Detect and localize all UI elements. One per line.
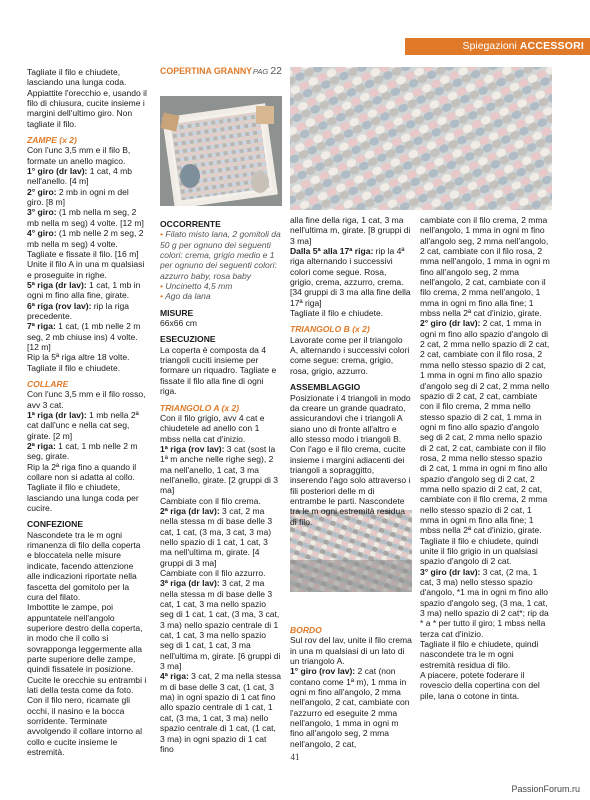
instruction-row [420, 567, 550, 639]
instruction-row [27, 321, 147, 352]
row-text: 2 cat, 1 mma in ogni m fino allo spazio d'angolo di 2 cat, 2 mma nello spazio di 2 cat, 2 cat, cambiate con il filo rosa, 2 mma nello stesso spazio di 2 cat, 1 mma in ogni m fino allo spazio d'angolo seg di 2 cat, 2 mma nello spazio di 2 cat, 2 cat, cambiate con il filo crema, 2 mma nello stesso spazio di 2 cat, 1 mma in ogni m fino allo spazio d'angolo seg di 2 cat, 2 mma nello spazio di 2 cat, 2 cat, cambiate con il filo rosa, 2 mma nello stesso spazio di 2 cat, 1 mma in ogni m fino allo spazio d'angolo seg di 2 cat, 2 mma nello spazio di 2 cat, 2 cat, cambiate con il filo crema, 2 mma nello stesso spazio di 2 cat, 1 mma in ogni m fino alla fine; 1 mbss nella 2ª cat d'inizio, girate. [420, 318, 550, 536]
materials-text: Ago da lana [165, 291, 211, 302]
section-label: Spiegazioni [462, 40, 517, 52]
instruction-row [27, 228, 147, 259]
row-label: 5ª riga (dr lav): [27, 279, 87, 290]
row-label: 3ª riga (dr lav): [160, 578, 220, 589]
row-text: (1 mb nelle 2 m seg, 2 mb nella m seg) 4 volte. Tagliate e fissate il filo. [16 m] [27, 228, 144, 259]
paragraph: Posizionate i 4 triangoli in modo da creare un grande quadrato, assicurandovi che i triangoli A siano uno di fronte all'altro e allo stesso modo i triangoli B. Con l'ago e il filo crema, cucite insieme i margini adiacenti dei triangoli a sopraggitto, inserendo l'ago solo attraverso i fili posteriori delle m di entrambe le parti. Nascondete tra le m ogni estremità residua di filo. [290, 392, 411, 527]
paragraph: Unite il filo A in una m qualsiasi e proseguite in righe. [27, 259, 145, 280]
section-heading: ZAMPE (x 2) [27, 135, 77, 146]
column-3 [290, 215, 412, 749]
row-text: 2 mb in ogni m del giro. [8 m] [27, 186, 129, 208]
paragraph: Tagliate il filo e chiudete, quindi unite il filo grigio in un qualsiasi spazio d'angolo di 2 cat. [420, 535, 539, 567]
instruction-row [27, 187, 147, 208]
paragraph: La coperta è composta da 4 triangoli cuciti insieme per formare un riquadro. Tagliate e fissate il filo alla fine di ogni riga. [160, 344, 277, 397]
paragraph: Tagliate il filo e chiudete, lasciando una lunga coda per cucire. [27, 482, 139, 514]
pattern-title: COPERTINA GRANNY [160, 66, 253, 76]
paragraph: Tagliate il filo e chiudete, lasciando una lunga coda. [27, 67, 127, 88]
column-2-body [160, 213, 282, 754]
bullet-icon: • [160, 291, 166, 302]
row-text: 3 cat (sost la 1ª m anche nelle righe seg), 2 ma nell'anello, 1 cat, 3 ma nell'anello, girate. [2 gruppi di 3 ma] [160, 443, 279, 496]
paragraph: Cambiate con il filo azzurro. [160, 568, 266, 578]
instruction-row [420, 318, 550, 535]
section-heading: COLLARE [27, 378, 69, 389]
row-label: 1° giro (rov lav): [290, 666, 356, 677]
row-text: 3 cat, 2 ma nella stessa m di base delle 3 cat, 1 cat, 3 ma nello spazio seg di 1 cat, 1 cat, (3 ma, 3 cat, 3 ma) nello spazio centrale di 1 cat, 1 cat, 3 ma nello spazio seg di 1 cat, 1 cat, 3 ma nell'ultima m, girate. [6 gruppi di 3 ma] [160, 578, 281, 672]
paragraph: A piacere, potete foderare il rovescio della copertina con del pile, lana o cotone in tinta. [420, 670, 540, 701]
instruction-row [27, 410, 147, 441]
instruction-row [160, 444, 282, 496]
paragraph: Imbottite le zampe, poi appuntatele nell'angolo superiore destro della coperta, in modo che il collo si sovrapponga leggermente alla parte superiore delle zampe, quindi fissatele in posizione. Cucite le orecchie su entrambi i lati della testa come da foto. [27, 602, 147, 695]
row-label: 1ª riga (dr lav): [27, 410, 87, 420]
row-text: 1 cat, 1 mb nelle 2 m seg, girate. [27, 441, 138, 462]
paragraph: Tagliate il filo e chiudete. [27, 362, 121, 373]
instruction-row [27, 441, 147, 462]
paragraph: Lavorate come per il triangolo A, alternando i successivi colori come segue: crema, grigio, rosa, grigio, azzurro. [290, 334, 410, 376]
materials-item [160, 281, 282, 291]
watermark: PassionForum.ru [511, 784, 580, 794]
row-label: 6ª riga (rov lav): [27, 300, 92, 311]
row-label: 4ª riga: [160, 671, 189, 682]
instruction-row [290, 246, 412, 308]
row-label: 1° giro (dr lav): [27, 166, 88, 177]
crochet-detail-photo [290, 67, 552, 210]
page-number: 41 [290, 752, 300, 762]
paragraph: Con il filo nero, ricamate gli occhi, il nasino e la bocca sorridente. Terminate avvolgendo il collare intorno al collo e cucite insieme le estremità. [27, 695, 142, 757]
instruction-row [27, 166, 147, 187]
bullet-icon: • [160, 281, 166, 292]
column-1 [27, 67, 147, 757]
row-text: rip la 4ª riga alternando i successivi colori come segue. Rosa, grigio, crema, azzurro, crema. [34 gruppi di 3 ma alla fine della 17ª riga] [290, 246, 411, 308]
paragraph: alla fine della riga, 1 cat, 3 ma nell'ultima m, girate. [8 gruppi di 3 ma] [290, 215, 411, 246]
materials-item [160, 229, 282, 281]
paragraph: Con l'unc 3,5 mm e il filo B, formate un anello magico. [27, 145, 131, 166]
row-label: 3° giro: [27, 207, 57, 218]
photo-spacer [290, 527, 412, 619]
row-text: 2 cat (non contano come 1ª m), 1 mma in ogni m fino all'angolo, 2 mma nell'angolo, 2 cat, cambiate con l'azzurro ed eseguite 2 mma nell'angolo, 1 mma in ogni m fino all'angolo seg, 2 mma nell'angolo, 2 cat, [290, 666, 410, 749]
paragraph: Con l'unc 3,5 mm e il filo rosso, avv 3 cat. [27, 389, 146, 410]
page-reference [253, 66, 282, 77]
row-text: 1 cat, 4 mb nell'anello. [4 m] [27, 166, 133, 187]
instruction-row [290, 666, 412, 749]
blanket-illustration [160, 96, 282, 206]
row-label: 2ª riga (dr lav): [160, 505, 220, 516]
row-text: 3 cat, 2 ma nella stessa m di base delle 3 cat, 1 cat, (3 ma, 3 cat, 3 ma) nello spazio di 1 cat, 1 cat, 3 ma nell'ultima m, girate. [4 gruppi di 3 ma] [160, 505, 273, 568]
section-heading: MISURE [160, 307, 194, 318]
page-reference-label: PAG [252, 67, 269, 76]
row-label: 2° giro: [27, 186, 57, 197]
materials-text: Filato misto lana, 2 gomitoli da 50 g per ognuno dei seguenti colori: crema, grigio medio e 1 per ognuno dei seguenti colori: azzurro baby, rosa baby [160, 229, 281, 281]
paragraph: Appiattite l'orecchio e, usando il filo di chiusura, cucite insieme i margini dell'ultimo giro. Non tagliate il filo. [27, 87, 147, 129]
row-label: 2ª riga: [27, 441, 56, 452]
row-text: 1 cat, (1 mb nelle 2 m seg, 2 mb chiuse ins) 4 volte. [12 m] [27, 321, 141, 352]
instruction-row [160, 671, 282, 754]
row-text: (1 mb nella m seg, 2 mb nella m seg) 4 volte. [12 m] [27, 207, 144, 228]
section-heading: BORDO [290, 624, 322, 635]
row-label: Dalla 5ª alla 17ª riga: [290, 246, 374, 257]
row-text: 3 cat, (2 ma, 1 cat, 3 ma) nello stesso spazio d'angolo, *1 ma in ogni m fino allo spazio d'angolo seg, (3 ma, 1 cat, 3 ma) nello spazio di 2 cat*; rip da * a * per tutto il giro; 1 mbss nella terza cat d'inizio. [420, 566, 549, 639]
section-heading: TRIANGOLO A (x 2) [160, 402, 240, 413]
blanket-photo-small [160, 96, 282, 206]
paragraph: Nascondete tra le m ogni rimanenza di filo della coperta e bloccatela nelle misure indicate, facendo attenzione alle indicazioni riportate nella fascetta del gomitolo per la cura del filato. [27, 529, 141, 602]
instruction-row [160, 578, 282, 671]
page-reference-number: 22 [270, 65, 282, 77]
row-label: 4° giro: [27, 228, 57, 239]
column-2 [160, 66, 282, 77]
paragraph: Cambiate con il filo crema. [160, 495, 261, 506]
paragraph: Sul rov del lav, unite il filo crema in una m qualsiasi di un lato di un triangolo A. [290, 635, 412, 666]
column-4 [420, 215, 550, 701]
crochet-texture-illustration [290, 67, 552, 210]
instruction-row [27, 207, 147, 228]
instruction-row [27, 280, 147, 301]
row-text: 3 cat, 2 ma nella stessa m di base delle 3 cat, (1 cat, 3 ma) in ogni spazio di 1 cat fino allo spazio centrale di 1 cat, 1 cat, (3 ma, 1 cat, 3 ma) nello spazio centrale di 1 cat, (1 cat, 3 ma) in ogni spazio di 1 cat fino [160, 671, 281, 754]
section-heading: OCCORRENTE [160, 219, 221, 229]
section-heading: CONFEZIONE [27, 519, 84, 530]
paragraph: Tagliate il filo e chiudete, quindi nascondete tra le m ogni estremità residua di filo. [420, 639, 539, 670]
section-header [405, 38, 590, 55]
pattern-title-row [160, 66, 282, 77]
instruction-row [27, 301, 147, 322]
row-text: rip la riga precedente. [27, 300, 129, 321]
row-label: 7ª riga: [27, 321, 56, 332]
row-label: 2° giro (dr lav): [420, 318, 481, 329]
row-label: 3° giro (dr lav): [420, 566, 481, 577]
row-label: 1ª riga (rov lav): [160, 443, 225, 454]
materials-text: Uncinetto 4,5 mm [165, 281, 233, 292]
paragraph: Rip la 5ª riga altre 18 volte. [27, 352, 130, 363]
bullet-icon: • [160, 229, 166, 240]
paragraph: cambiate con il filo crema, 2 mma nell'angolo, 1 mma in ogni m fino all'angolo seg, 2 mma nell'angolo, 2 cat, cambiate con il filo rosa, 2 mma nell'angolo, 1 mma in ogni m fino all'angolo seg, 2 mma nell'angolo, 2 cat, cambiate con il filo crema, 2 mma nell'angolo, 1 mma in ogni m fino alla fine; 1 mbss nella 2ª cat d'inizio, girate. [420, 215, 550, 319]
section-heading: ASSEMBLAGGIO [290, 382, 361, 393]
section-heading: ESECUZIONE [160, 334, 216, 345]
materials-item [160, 291, 282, 301]
instruction-row [160, 506, 282, 568]
paragraph: Rip la 2ª riga fino a quando il collare non si adatta al collo. [27, 461, 137, 483]
paragraph: Con il filo grigio, avv 4 cat e chiudetele ad anello con 1 mbss nella cat d'inizio. [160, 412, 265, 444]
row-text: 1 cat, 1 mb in ogni m fino alla fine, girate. [27, 279, 141, 301]
section-heading: TRIANGOLO B (x 2) [290, 324, 370, 335]
paragraph: 66x66 cm [160, 318, 198, 329]
paragraph: Tagliate il filo e chiudete. [290, 308, 384, 319]
row-text: 1 mb nella 2ª cat dall'unc e nella cat seg, girate. [2 m] [27, 410, 139, 441]
section-title: ACCESSORI [519, 40, 584, 52]
